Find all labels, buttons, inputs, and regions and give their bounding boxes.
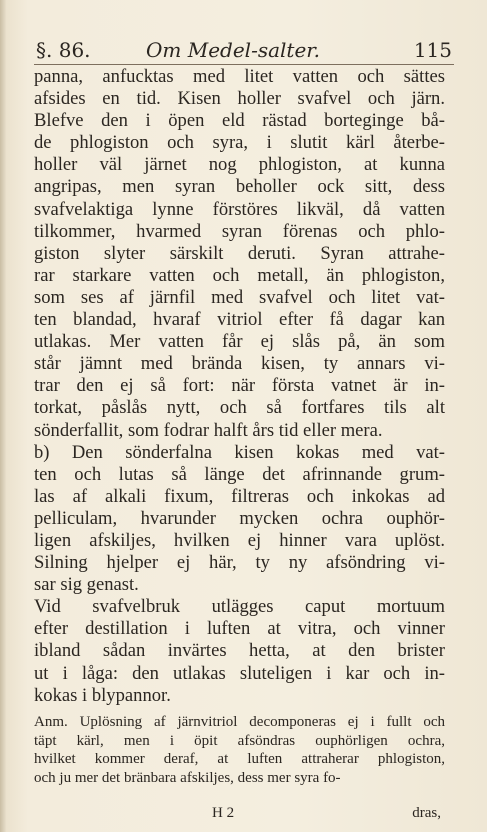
text-line: angripas, men syran beholler ock sitt, dess xyxy=(34,176,445,198)
text-line: rar starkare vatten och metall, än phlogiston, xyxy=(34,264,445,286)
body-text xyxy=(34,66,445,707)
text-line: Blefve den i öpen eld rästad borteginge bå- xyxy=(34,110,445,132)
page-gutter xyxy=(0,0,6,832)
text-line: sar sig genast. xyxy=(34,574,139,596)
text-line: afsides en tid. Kisen holler svafvel och järn. xyxy=(34,88,445,110)
text-line: Silning hjelper ej här, ty ny afsöndring vi- xyxy=(34,552,445,574)
text-line: står jämnt med brända kisen, ty annars vi- xyxy=(34,353,445,375)
page-footer xyxy=(34,805,445,825)
page-number: 115 xyxy=(413,38,452,62)
text-line: trar den ej så fort: när första vatnet är in- xyxy=(34,375,445,397)
text-line: b) Den sönderfalna kisen kokas med vat- xyxy=(34,441,445,463)
header-rule xyxy=(34,64,454,65)
text-line: ut i låga: den utlakas sluteligen i kar och in- xyxy=(34,662,445,684)
running-title: Om Medel-salter. xyxy=(146,38,321,62)
section-number: §. 86. xyxy=(36,38,91,62)
footnote-annotation xyxy=(34,713,445,787)
note-line: och ju mer det bränbara afskiljes, dess mer syra fo- xyxy=(34,769,341,786)
text-line: ten och lutas så länge det afrinnande grum- xyxy=(34,463,445,485)
text-line: torkat, påslås nytt, och så fortfares tils alt xyxy=(34,397,445,419)
note-line: Anm. Uplösning af järnvitriol decomponeras ej i fullt och xyxy=(34,714,445,730)
text-line: giston slyter särskilt deruti. Syran attrahe- xyxy=(34,242,445,264)
note-line: täpt kärl, men i öpit afsöndras ouphörligen ochra, xyxy=(34,732,445,749)
signature-mark: H 2 xyxy=(212,805,235,821)
text-line: de phlogiston och syra, i slutit kärl återbe- xyxy=(34,132,445,154)
text-line: ten blandad, hvaraf vitriol efter få dagar kan xyxy=(34,309,445,331)
text-line: ibland sådan invärtes hetta, at den brister xyxy=(34,640,445,662)
text-line: efter destillation i luften at vitra, och vinner xyxy=(34,618,445,640)
text-line: holler väl järnet nog phlogiston, at kunna xyxy=(34,154,445,176)
note-line: hvilket kommer deraf, at luften attraherar phlogiston, xyxy=(34,751,445,767)
text-line: pelliculam, hvarunder mycken ochra ouphör- xyxy=(34,507,445,529)
text-line: kokas i blypannor. xyxy=(34,684,171,706)
running-header xyxy=(34,38,456,64)
text-line: som ses af järnfil med svafvel och litet vat- xyxy=(34,286,445,308)
text-line: las af alkali fixum, filtreras och inkokas ad xyxy=(34,485,445,507)
text-line: ligen afskiljes, hvilken ej hinner vara uplöst. xyxy=(34,529,445,551)
text-line: sönderfallit, som fodrar halft års tid eller mera. xyxy=(34,419,383,441)
text-line: panna, anfucktas med litet vatten och sättes xyxy=(34,66,445,87)
text-line: svafvelaktiga lynne förstöres likväl, då vatten xyxy=(34,198,445,220)
text-line: Vid svafvelbruk utlägges caput mortuum xyxy=(34,596,445,618)
text-line: utlakas. Mer vatten får ej slås på, än som xyxy=(34,331,445,353)
catchword: dras, xyxy=(412,805,441,821)
text-line: tilkommer, hvarmed syran förenas och phlo- xyxy=(34,220,445,242)
